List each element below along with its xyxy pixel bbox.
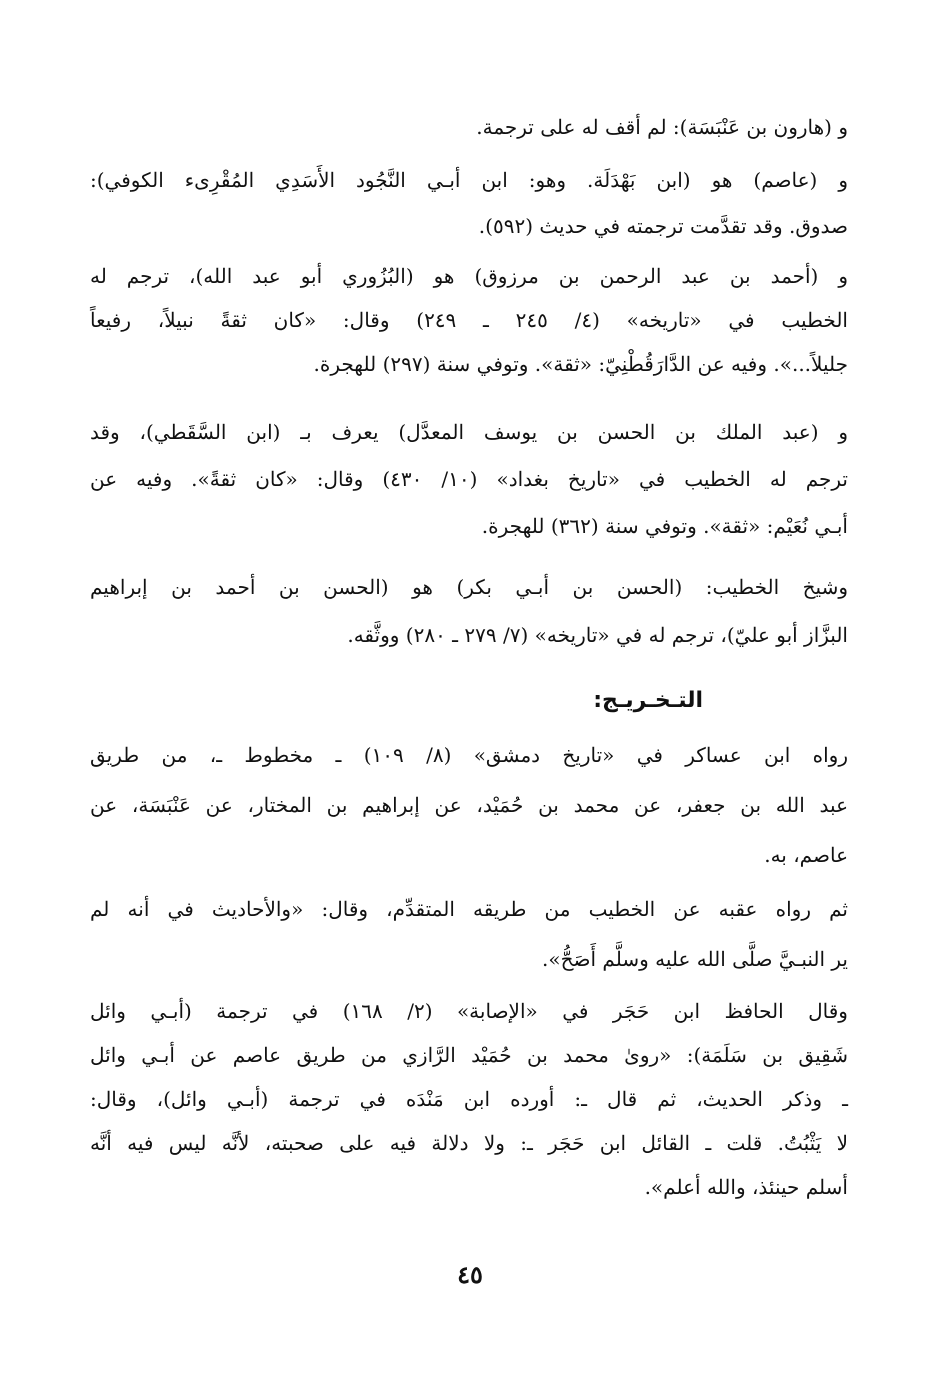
text-line: البزَّاز أبو عليّ)، ترجم له في «تاريخه» (٧/ ٢٧٩ ـ ٢٨٠) ووثَّقه.	[347, 623, 848, 647]
paragraph-harun	[90, 112, 848, 142]
text-line: شَقِيق بن سَلَمَة): «روىٰ محمد بن حُمَيْد الرَّازي من طريق عاصم عن أبـي وائل	[90, 1043, 848, 1067]
text-line: لا يَثْبُتُ. قلت ـ القائل ابن حَجَر ـ: ولا دلالة فيه على صحبته، لأنَّه ليس فيه أنَّه	[90, 1131, 848, 1155]
paragraph-abdulmalik	[90, 417, 848, 541]
text-line: أبـي نُعَيْم: «ثقة». وتوفي سنة (٣٦٢) للهجرة.	[481, 514, 848, 538]
text-line: عبد الله بن جعفر، عن محمد بن حُمَيْد، عن إبراهيم بن المختار، عن عَنْبَسَة، عن	[90, 793, 848, 817]
paragraph-shaykh-khatib	[90, 572, 848, 650]
text-line: وشيخ الخطيب: (الحسن بن أبـي بكر) هو (الحسن بن أحمد بن إبراهيم	[90, 575, 848, 599]
text-line: و (عاصم) هو (ابن بَهْدَلَة. وهو: ابن أبـي النَّجُود الأَسَدِي المُقْرِىء الكوفي):	[90, 168, 848, 192]
text-line: أسلم حينئذ، والله أعلم».	[644, 1175, 848, 1199]
text-line: رواه ابن عساكر في «تاريخ دمشق» (٨/ ١٠٩) ـ مخطوط ـ، من طريق	[90, 743, 848, 767]
text-line: ـ وذكر الحديث، ثم قال ـ: أورده ابن مَنْدَه في ترجمة (أبـي وائل)، وقال:	[90, 1087, 848, 1111]
text-line: عاصم، به.	[764, 843, 848, 867]
text-line: ترجم له الخطيب في «تاريخ بغداد» (١٠/ ٤٣٠) وقال: «كان ثقةً». وفيه عن	[90, 467, 848, 491]
text-line: وقال الحافظ ابن حَجَر في «الإصابة» (٢/ ١٦٨) في ترجمة (أبـي وائل	[90, 999, 848, 1023]
text-line: و (أحمد بن عبد الرحمن بن مرزوق) هو (البُزُوري أبو عبد الله)، ترجم له	[90, 264, 848, 288]
page-number: ٤٥	[457, 1260, 483, 1289]
paragraph-ahmad	[90, 261, 848, 379]
text-line: ثم رواه عقبه عن الخطيب من طريقه المتقدِّم، وقال: «والأحاديث في أنه لم	[90, 897, 848, 921]
text-line: و (هارون بن عَنْبَسَة): لم أقف له على ترجمة.	[476, 115, 848, 139]
paragraph-asim	[90, 165, 848, 241]
text-line: صدوق. وقد تقدَّمت ترجمته في حديث (٥٩٢).	[478, 214, 848, 238]
text-line: جليلاً...». وفيه عن الدَّارَقُطْنِيّ: «ثقة». وتوفي سنة (٢٩٧) للهجرة.	[313, 352, 848, 376]
paragraph-ibn-asakir	[90, 740, 848, 870]
text-line: ير النبـيَّ صلَّى الله عليه وسلَّم أَصَحُّ».	[542, 947, 848, 971]
text-line: و (عبد الملك بن الحسن بن يوسف المعدَّل) يعرف بـ (ابن السَّقَطي)، وقد	[90, 420, 848, 444]
section-heading-takhrij: التـخـريـج:	[593, 688, 703, 713]
paragraph-khatib-report	[90, 894, 848, 974]
paragraph-ibn-hajar	[90, 996, 848, 1202]
text-line: الخطيب في «تاريخه» (٤/ ٢٤٥ ـ ٢٤٩) وقال: «كان ثقةً نبيلاً، رفيعاً	[90, 308, 848, 332]
